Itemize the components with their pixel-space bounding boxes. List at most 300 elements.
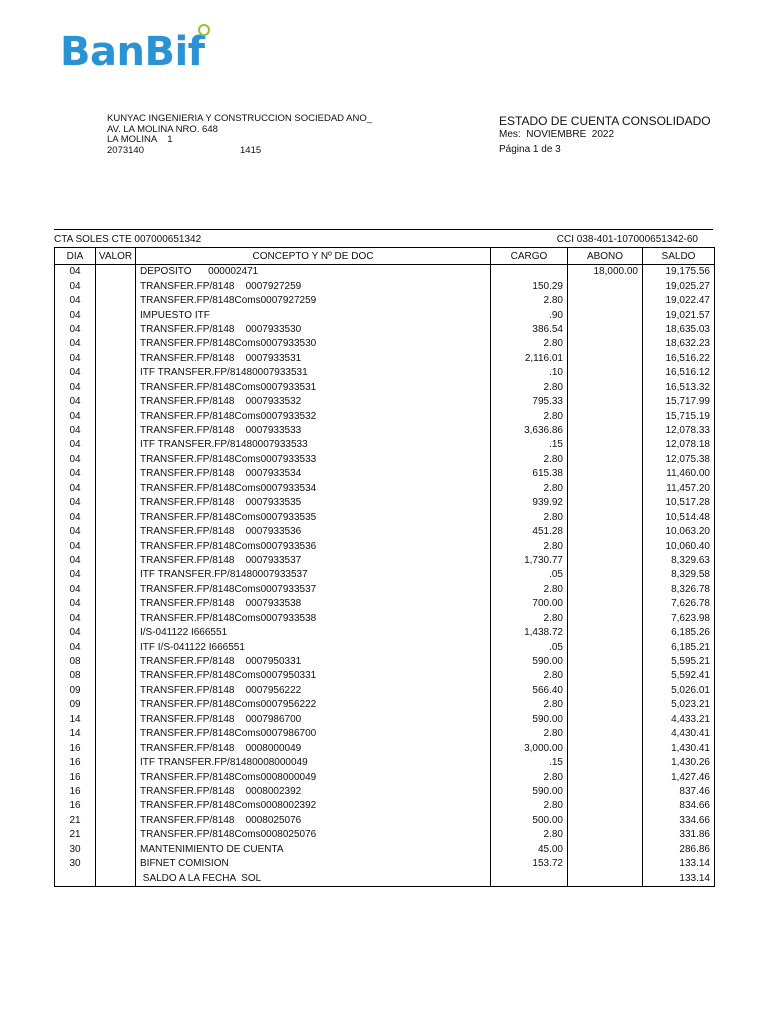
cell-valor bbox=[96, 626, 136, 640]
cell-cargo: 2.80 bbox=[491, 381, 568, 395]
cell-cargo: 1,730.77 bbox=[491, 554, 568, 568]
cell-saldo: 5,023.21 bbox=[643, 698, 715, 712]
client-address-line1: AV. LA MOLINA NRO. 648 bbox=[107, 123, 218, 135]
cell-cargo: 386.54 bbox=[491, 323, 568, 337]
header-concepto: CONCEPTO Y Nº DE DOC bbox=[136, 248, 491, 265]
table-row bbox=[55, 814, 715, 828]
cell-valor bbox=[96, 352, 136, 366]
cell-dia: 04 bbox=[55, 626, 96, 640]
cell-concepto: TRANSFER.FP/8148 0008002392 bbox=[136, 785, 491, 799]
cell-valor bbox=[96, 799, 136, 813]
table-row bbox=[55, 698, 715, 712]
cell-dia: 16 bbox=[55, 770, 96, 784]
cell-cargo: 615.38 bbox=[491, 467, 568, 481]
cell-saldo: 133.14 bbox=[643, 871, 715, 886]
cell-cargo: 2.80 bbox=[491, 409, 568, 423]
cell-dia: 21 bbox=[55, 814, 96, 828]
cell-abono bbox=[568, 381, 643, 395]
table-row bbox=[55, 741, 715, 755]
cell-saldo: 133.14 bbox=[643, 857, 715, 871]
cell-saldo: 16,516.12 bbox=[643, 366, 715, 380]
table-row bbox=[55, 366, 715, 380]
cell-saldo: 7,623.98 bbox=[643, 612, 715, 626]
cell-concepto: TRANSFER.FP/8148Coms0007933534 bbox=[136, 482, 491, 496]
cell-cargo: 1,438.72 bbox=[491, 626, 568, 640]
table-row bbox=[55, 539, 715, 553]
header-saldo: SALDO bbox=[643, 248, 715, 265]
table-header-row bbox=[55, 248, 715, 265]
cell-valor bbox=[96, 640, 136, 654]
table-row bbox=[55, 583, 715, 597]
cell-valor bbox=[96, 785, 136, 799]
table-row bbox=[55, 424, 715, 438]
cell-abono bbox=[568, 640, 643, 654]
cell-abono bbox=[568, 597, 643, 611]
cell-concepto: ITF I/S-041122 I666551 bbox=[136, 640, 491, 654]
cell-concepto: TRANSFER.FP/8148 0007950331 bbox=[136, 655, 491, 669]
cell-valor bbox=[96, 409, 136, 423]
cell-abono bbox=[568, 539, 643, 553]
cell-saldo: 6,185.21 bbox=[643, 640, 715, 654]
cell-valor bbox=[96, 482, 136, 496]
cell-saldo: 10,517.28 bbox=[643, 496, 715, 510]
table-row bbox=[55, 684, 715, 698]
cell-cargo: 3,000.00 bbox=[491, 741, 568, 755]
cell-abono bbox=[568, 741, 643, 755]
cell-concepto: SALDO A LA FECHA SOL bbox=[136, 871, 491, 886]
cell-abono bbox=[568, 554, 643, 568]
table-row bbox=[55, 770, 715, 784]
cell-dia: 04 bbox=[55, 337, 96, 351]
cell-saldo: 4,430.41 bbox=[643, 727, 715, 741]
cell-valor bbox=[96, 684, 136, 698]
cell-valor bbox=[96, 655, 136, 669]
cell-valor bbox=[96, 496, 136, 510]
cell-saldo: 1,427.46 bbox=[643, 770, 715, 784]
cell-abono bbox=[568, 727, 643, 741]
cell-dia: 04 bbox=[55, 583, 96, 597]
cell-abono bbox=[568, 756, 643, 770]
cell-concepto: TRANSFER.FP/8148 0007933531 bbox=[136, 352, 491, 366]
cell-cargo: 45.00 bbox=[491, 843, 568, 857]
table-row bbox=[55, 525, 715, 539]
cell-concepto: TRANSFER.FP/8148Coms0007950331 bbox=[136, 669, 491, 683]
cell-dia: 04 bbox=[55, 294, 96, 308]
cell-abono bbox=[568, 467, 643, 481]
cell-concepto: BIFNET COMISION bbox=[136, 857, 491, 871]
cell-cargo: 2.80 bbox=[491, 770, 568, 784]
table-row bbox=[55, 308, 715, 322]
header-abono: ABONO bbox=[568, 248, 643, 265]
cell-saldo: 12,078.33 bbox=[643, 424, 715, 438]
cell-cargo: 2.80 bbox=[491, 294, 568, 308]
table-row bbox=[55, 843, 715, 857]
cell-cargo: .15 bbox=[491, 438, 568, 452]
cell-valor bbox=[96, 727, 136, 741]
cell-cargo: .05 bbox=[491, 568, 568, 582]
statement-header bbox=[499, 114, 711, 155]
table-row bbox=[55, 395, 715, 409]
cell-cargo: 2.80 bbox=[491, 799, 568, 813]
table-row bbox=[55, 381, 715, 395]
cell-valor bbox=[96, 698, 136, 712]
cell-saldo: 19,175.56 bbox=[643, 265, 715, 280]
cell-dia: 04 bbox=[55, 409, 96, 423]
cell-cargo: 2.80 bbox=[491, 583, 568, 597]
cell-valor bbox=[96, 669, 136, 683]
table-row bbox=[55, 409, 715, 423]
cell-saldo: 16,513.32 bbox=[643, 381, 715, 395]
cell-abono bbox=[568, 814, 643, 828]
cell-valor bbox=[96, 323, 136, 337]
transactions-table bbox=[54, 247, 715, 887]
cell-concepto: ITF TRANSFER.FP/81480007933531 bbox=[136, 366, 491, 380]
cell-abono bbox=[568, 294, 643, 308]
cell-cargo bbox=[491, 265, 568, 280]
cell-concepto: TRANSFER.FP/8148 0008025076 bbox=[136, 814, 491, 828]
cell-abono bbox=[568, 525, 643, 539]
cell-abono bbox=[568, 453, 643, 467]
cell-dia: 04 bbox=[55, 323, 96, 337]
cell-concepto: TRANSFER.FP/8148Coms0007933536 bbox=[136, 539, 491, 553]
cell-cargo: 590.00 bbox=[491, 655, 568, 669]
cell-abono bbox=[568, 871, 643, 886]
cell-abono bbox=[568, 843, 643, 857]
cell-saldo: 837.46 bbox=[643, 785, 715, 799]
cell-saldo: 16,516.22 bbox=[643, 352, 715, 366]
cell-saldo: 5,595.21 bbox=[643, 655, 715, 669]
cell-valor bbox=[96, 612, 136, 626]
cell-concepto: TRANSFER.FP/8148Coms0007933530 bbox=[136, 337, 491, 351]
cell-dia: 04 bbox=[55, 308, 96, 322]
cell-valor bbox=[96, 568, 136, 582]
cell-saldo: 19,025.27 bbox=[643, 279, 715, 293]
branch-code: 1415 bbox=[240, 144, 262, 156]
cell-dia: 09 bbox=[55, 684, 96, 698]
cell-dia: 04 bbox=[55, 525, 96, 539]
cell-abono bbox=[568, 713, 643, 727]
table-row bbox=[55, 554, 715, 568]
cell-cargo: 700.00 bbox=[491, 597, 568, 611]
client-code: 2073140 bbox=[107, 144, 144, 156]
cell-abono bbox=[568, 828, 643, 842]
cell-dia: 04 bbox=[55, 496, 96, 510]
cell-dia: 04 bbox=[55, 453, 96, 467]
cell-concepto: TRANSFER.FP/8148 0007956222 bbox=[136, 684, 491, 698]
cell-cargo: 939.92 bbox=[491, 496, 568, 510]
cell-cargo: 2.80 bbox=[491, 727, 568, 741]
cell-saldo: 11,460.00 bbox=[643, 467, 715, 481]
table-row bbox=[55, 323, 715, 337]
cell-saldo: 1,430.26 bbox=[643, 756, 715, 770]
table-row bbox=[55, 857, 715, 871]
cell-cargo: 150.29 bbox=[491, 279, 568, 293]
cell-cargo: 2.80 bbox=[491, 453, 568, 467]
cell-dia: 16 bbox=[55, 756, 96, 770]
table-row bbox=[55, 626, 715, 640]
header-dia: DIA bbox=[55, 248, 96, 265]
cell-valor bbox=[96, 381, 136, 395]
cell-concepto: TRANSFER.FP/8148Coms0007933531 bbox=[136, 381, 491, 395]
cell-dia: 04 bbox=[55, 279, 96, 293]
table-row bbox=[55, 713, 715, 727]
cell-abono bbox=[568, 366, 643, 380]
cell-dia: 04 bbox=[55, 482, 96, 496]
cell-concepto: TRANSFER.FP/8148 0007933535 bbox=[136, 496, 491, 510]
cell-dia: 04 bbox=[55, 568, 96, 582]
table-row bbox=[55, 352, 715, 366]
cell-valor bbox=[96, 265, 136, 280]
cell-concepto: TRANSFER.FP/8148Coms0008000049 bbox=[136, 770, 491, 784]
cell-abono bbox=[568, 279, 643, 293]
cell-saldo: 12,075.38 bbox=[643, 453, 715, 467]
cell-cargo: 500.00 bbox=[491, 814, 568, 828]
cell-valor bbox=[96, 828, 136, 842]
table-row bbox=[55, 727, 715, 741]
cell-cargo: 2.80 bbox=[491, 828, 568, 842]
table-row bbox=[55, 828, 715, 842]
cell-dia: 04 bbox=[55, 554, 96, 568]
cell-cargo: 566.40 bbox=[491, 684, 568, 698]
header-valor: VALOR bbox=[96, 248, 136, 265]
cell-dia: 04 bbox=[55, 366, 96, 380]
logo-sun-icon bbox=[198, 24, 210, 36]
cell-dia: 04 bbox=[55, 597, 96, 611]
cell-valor bbox=[96, 770, 136, 784]
cell-cargo: .90 bbox=[491, 308, 568, 322]
cell-saldo: 5,026.01 bbox=[643, 684, 715, 698]
cell-cargo: 2.80 bbox=[491, 539, 568, 553]
cell-saldo: 834.66 bbox=[643, 799, 715, 813]
table-row bbox=[55, 337, 715, 351]
cell-valor bbox=[96, 525, 136, 539]
cell-saldo: 5,592.41 bbox=[643, 669, 715, 683]
cell-concepto: TRANSFER.FP/8148 0007933536 bbox=[136, 525, 491, 539]
cell-abono bbox=[568, 496, 643, 510]
cell-valor bbox=[96, 395, 136, 409]
cell-abono bbox=[568, 409, 643, 423]
cell-dia: 04 bbox=[55, 539, 96, 553]
cell-cargo: 153.72 bbox=[491, 857, 568, 871]
cell-dia: 04 bbox=[55, 424, 96, 438]
cell-cargo: 2.80 bbox=[491, 337, 568, 351]
cell-concepto: TRANSFER.FP/8148Coms0007927259 bbox=[136, 294, 491, 308]
cell-concepto: TRANSFER.FP/8148 0007927259 bbox=[136, 279, 491, 293]
cell-dia: 04 bbox=[55, 510, 96, 524]
cell-concepto: TRANSFER.FP/8148 0007933538 bbox=[136, 597, 491, 611]
cell-abono bbox=[568, 612, 643, 626]
cell-concepto: TRANSFER.FP/8148 0007933534 bbox=[136, 467, 491, 481]
cell-cargo: 590.00 bbox=[491, 785, 568, 799]
cell-valor bbox=[96, 279, 136, 293]
cell-dia: 04 bbox=[55, 467, 96, 481]
cell-saldo: 1,430.41 bbox=[643, 741, 715, 755]
table-row bbox=[55, 799, 715, 813]
cell-dia: 09 bbox=[55, 698, 96, 712]
cell-abono bbox=[568, 510, 643, 524]
cell-valor bbox=[96, 424, 136, 438]
cell-valor bbox=[96, 843, 136, 857]
cell-saldo: 15,715.19 bbox=[643, 409, 715, 423]
cell-saldo: 15,717.99 bbox=[643, 395, 715, 409]
cell-valor bbox=[96, 510, 136, 524]
cell-saldo: 8,329.63 bbox=[643, 554, 715, 568]
header-cargo: CARGO bbox=[491, 248, 568, 265]
cell-valor bbox=[96, 741, 136, 755]
cell-concepto: I/S-041122 I666551 bbox=[136, 626, 491, 640]
cell-concepto: TRANSFER.FP/8148Coms0007933533 bbox=[136, 453, 491, 467]
table-row bbox=[55, 438, 715, 452]
cell-dia: 04 bbox=[55, 612, 96, 626]
cell-concepto: TRANSFER.FP/8148 0007933533 bbox=[136, 424, 491, 438]
cell-cargo: 2.80 bbox=[491, 612, 568, 626]
cell-valor bbox=[96, 756, 136, 770]
cell-saldo: 334.66 bbox=[643, 814, 715, 828]
cell-valor bbox=[96, 597, 136, 611]
statement-month: Mes: NOVIEMBRE 2022 bbox=[499, 129, 615, 140]
cell-saldo: 18,635.03 bbox=[643, 323, 715, 337]
cell-dia: 14 bbox=[55, 727, 96, 741]
table-row bbox=[55, 871, 715, 886]
cell-saldo: 19,022.47 bbox=[643, 294, 715, 308]
cell-dia: 30 bbox=[55, 857, 96, 871]
cell-valor bbox=[96, 539, 136, 553]
cell-valor bbox=[96, 308, 136, 322]
client-info bbox=[107, 114, 372, 156]
cell-concepto: IMPUESTO ITF bbox=[136, 308, 491, 322]
cell-cargo bbox=[491, 871, 568, 886]
cell-concepto: TRANSFER.FP/8148Coms0007956222 bbox=[136, 698, 491, 712]
cell-valor bbox=[96, 871, 136, 886]
table-row bbox=[55, 612, 715, 626]
table-row bbox=[55, 655, 715, 669]
cell-concepto: DEPOSITO 000002471 bbox=[136, 265, 491, 280]
cell-abono bbox=[568, 669, 643, 683]
cell-valor bbox=[96, 438, 136, 452]
cell-abono bbox=[568, 438, 643, 452]
cell-saldo: 19,021.57 bbox=[643, 308, 715, 322]
cell-dia bbox=[55, 871, 96, 886]
cell-abono bbox=[568, 785, 643, 799]
cell-cargo: 2.80 bbox=[491, 510, 568, 524]
cell-dia: 04 bbox=[55, 381, 96, 395]
cell-cargo: 2.80 bbox=[491, 669, 568, 683]
cell-saldo: 10,063.20 bbox=[643, 525, 715, 539]
cell-concepto: TRANSFER.FP/8148 0008000049 bbox=[136, 741, 491, 755]
cell-concepto: MANTENIMIENTO DE CUENTA bbox=[136, 843, 491, 857]
cell-dia: 04 bbox=[55, 438, 96, 452]
cell-dia: 08 bbox=[55, 655, 96, 669]
cell-saldo: 11,457.20 bbox=[643, 482, 715, 496]
table-row bbox=[55, 279, 715, 293]
account-number: CTA SOLES CTE 007000651342 bbox=[54, 234, 202, 245]
cell-saldo: 10,060.40 bbox=[643, 539, 715, 553]
table-row bbox=[55, 568, 715, 582]
table-row bbox=[55, 669, 715, 683]
cell-concepto: TRANSFER.FP/8148Coms0008025076 bbox=[136, 828, 491, 842]
cell-valor bbox=[96, 294, 136, 308]
cell-saldo: 10,514.48 bbox=[643, 510, 715, 524]
table-row bbox=[55, 294, 715, 308]
cell-saldo: 286.86 bbox=[643, 843, 715, 857]
cell-dia: 30 bbox=[55, 843, 96, 857]
cell-cargo: 2.80 bbox=[491, 482, 568, 496]
table-row bbox=[55, 496, 715, 510]
cell-abono bbox=[568, 655, 643, 669]
cell-abono bbox=[568, 626, 643, 640]
cell-dia: 14 bbox=[55, 713, 96, 727]
cell-abono bbox=[568, 308, 643, 322]
cell-abono bbox=[568, 698, 643, 712]
cell-valor bbox=[96, 453, 136, 467]
cell-valor bbox=[96, 366, 136, 380]
table-row bbox=[55, 453, 715, 467]
cell-saldo: 18,632.23 bbox=[643, 337, 715, 351]
cell-saldo: 8,329.58 bbox=[643, 568, 715, 582]
cell-abono bbox=[568, 568, 643, 582]
cell-dia: 04 bbox=[55, 265, 96, 280]
cell-dia: 16 bbox=[55, 741, 96, 755]
cell-abono bbox=[568, 770, 643, 784]
table-row bbox=[55, 756, 715, 770]
cell-saldo: 12,078.18 bbox=[643, 438, 715, 452]
cell-concepto: TRANSFER.FP/8148Coms0007933535 bbox=[136, 510, 491, 524]
cell-cargo: .05 bbox=[491, 640, 568, 654]
cell-saldo: 6,185.26 bbox=[643, 626, 715, 640]
statement-title: ESTADO DE CUENTA CONSOLIDADO bbox=[499, 114, 711, 128]
cell-cargo: 3,636.86 bbox=[491, 424, 568, 438]
client-address-line2: LA MOLINA 1 bbox=[107, 134, 173, 145]
cell-valor bbox=[96, 554, 136, 568]
table-row bbox=[55, 640, 715, 654]
cell-concepto: TRANSFER.FP/8148Coms0007986700 bbox=[136, 727, 491, 741]
cell-abono bbox=[568, 395, 643, 409]
cell-concepto: ITF TRANSFER.FP/81480008000049 bbox=[136, 756, 491, 770]
cell-dia: 04 bbox=[55, 395, 96, 409]
cell-cargo: 795.33 bbox=[491, 395, 568, 409]
page-indicator: Página 1 de 3 bbox=[499, 144, 561, 155]
cell-concepto: TRANSFER.FP/8148 0007933532 bbox=[136, 395, 491, 409]
cell-concepto: TRANSFER.FP/8148Coms0007933538 bbox=[136, 612, 491, 626]
cci-number: CCI 038-401-107000651342-60 bbox=[556, 234, 698, 245]
cell-cargo: 2,116.01 bbox=[491, 352, 568, 366]
cell-saldo: 331.86 bbox=[643, 828, 715, 842]
bank-logo bbox=[60, 29, 205, 75]
cell-abono bbox=[568, 857, 643, 871]
cell-dia: 16 bbox=[55, 785, 96, 799]
table-row bbox=[55, 510, 715, 524]
account-line bbox=[54, 229, 713, 245]
cell-saldo: 7,626.78 bbox=[643, 597, 715, 611]
cell-abono bbox=[568, 424, 643, 438]
cell-concepto: TRANSFER.FP/8148 0007986700 bbox=[136, 713, 491, 727]
cell-concepto: TRANSFER.FP/8148 0007933537 bbox=[136, 554, 491, 568]
cell-valor bbox=[96, 857, 136, 871]
cell-dia: 16 bbox=[55, 799, 96, 813]
cell-valor bbox=[96, 467, 136, 481]
table-row bbox=[55, 265, 715, 280]
cell-valor bbox=[96, 337, 136, 351]
client-codes bbox=[107, 146, 372, 157]
table-row bbox=[55, 597, 715, 611]
cell-abono bbox=[568, 583, 643, 597]
cell-concepto: ITF TRANSFER.FP/81480007933537 bbox=[136, 568, 491, 582]
cell-concepto: TRANSFER.FP/8148 0007933530 bbox=[136, 323, 491, 337]
cell-concepto: TRANSFER.FP/8148Coms0008002392 bbox=[136, 799, 491, 813]
cell-valor bbox=[96, 583, 136, 597]
cell-abono bbox=[568, 482, 643, 496]
cell-abono bbox=[568, 337, 643, 351]
